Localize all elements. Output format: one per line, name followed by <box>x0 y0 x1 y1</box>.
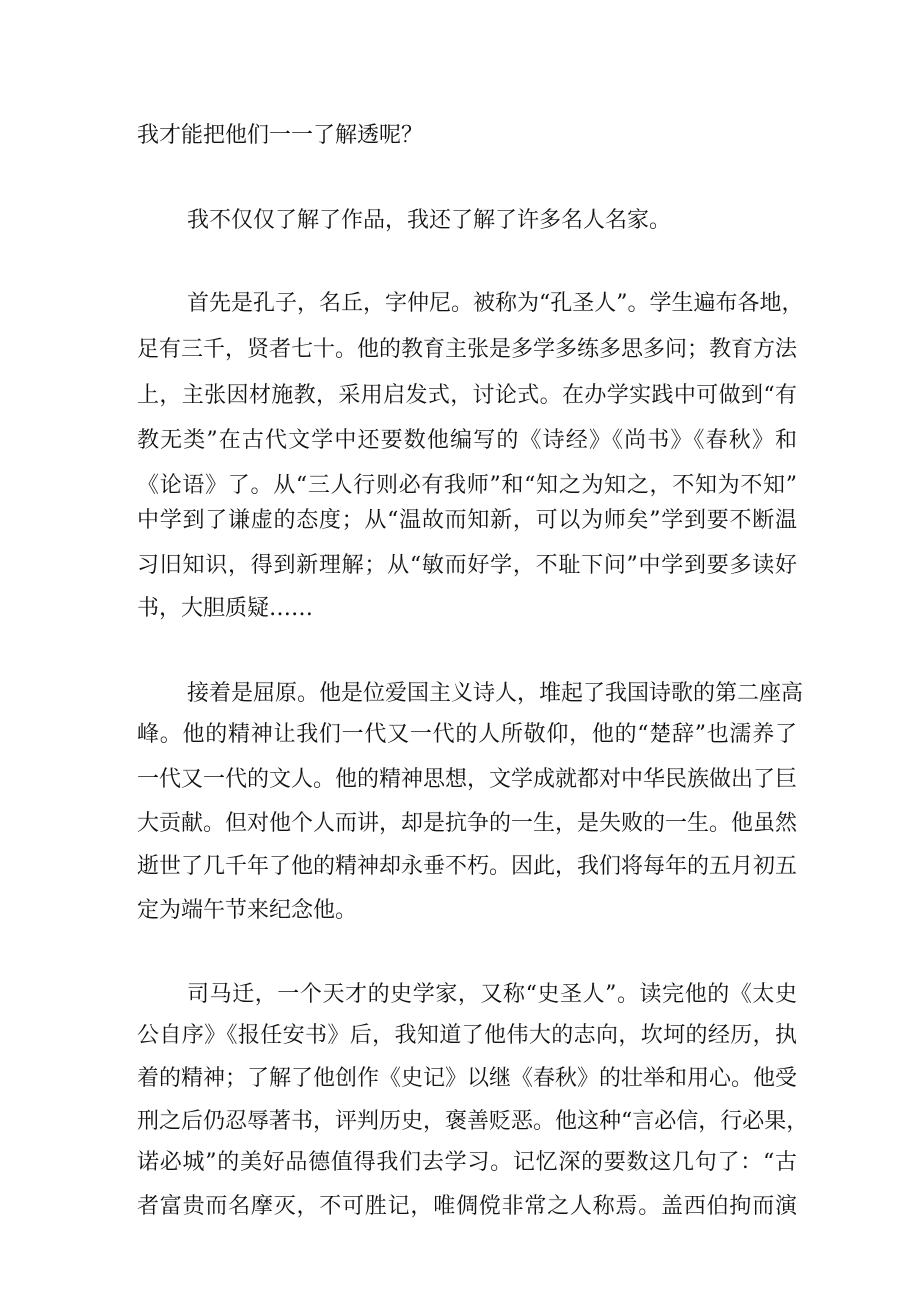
text-line: 峰。他的精神让我们一代又一代的人所敬仰，他的“楚辞”也濡养了 <box>137 722 797 747</box>
text-line: 公自序》《报任安书》后，我知道了他伟大的志向，坎坷的经历，执 <box>137 1023 797 1048</box>
text-line: 足有三千，贤者七十。他的教育主张是多学多练多思多问；教育方法 <box>137 337 798 362</box>
text-line: 刑之后仍忍辱著书，评判历史，褒善贬恶。他这种“言必信，行必果， <box>137 1109 809 1134</box>
text-line: 我才能把他们一一了解透呢？ <box>137 123 424 148</box>
text-line: 接着是屈原。他是位爱国主义诗人，堆起了我国诗歌的第二座高 <box>187 681 804 706</box>
text-line: 大贡献。但对他个人而讲，却是抗争的一生，是失败的一生。他虽然 <box>137 811 798 836</box>
text-line: 中学到了谦虚的态度；从“温故而知新，可以为师矣”学到要不断温 <box>137 508 797 533</box>
text-line: 习旧知识，得到新理解；从“敏而好学，不耻下问”中学到要多读好 <box>137 553 797 578</box>
text-line: 诺必城”的美好品德值得我们去学习。记忆深的要数这几句了：“古 <box>137 1150 797 1175</box>
text-line: 逝世了几千年了他的精神却永垂不朽。因此，我们将每年的五月初五 <box>137 854 798 879</box>
text-line: 上，主张因材施教，采用启发式，讨论式。在办学实践中可做到“有 <box>137 383 797 408</box>
text-line: 一代又一代的文人。他的精神思想，文学成就都对中华民族做出了巨 <box>137 767 798 792</box>
text-line: 书，大胆质疑…… <box>137 596 314 621</box>
text-line: 我不仅仅了解了作品，我还了解了许多名人名家。 <box>187 208 672 233</box>
text-line: 首先是孔子，名丘，字仲尼。被称为“孔圣人”。学生遍布各地， <box>187 291 804 316</box>
text-line: 着的精神；了解了他创作《史记》以继《春秋》的壮举和用心。他受 <box>137 1066 798 1091</box>
text-line: 《论语》了。从“三人行则必有我师”和“知之为知之，不知为不知” <box>137 473 797 498</box>
text-line: 司马迁，一个天才的史学家，又称“史圣人”。读完他的《太史 <box>187 982 797 1007</box>
text-line: 教无类”在古代文学中还要数他编写的《诗经》《尚书》《春秋》和 <box>137 428 797 453</box>
text-line: 者富贵而名摩灭，不可胜记，唯倜傥非常之人称焉。盖西伯拘而演 <box>137 1194 797 1219</box>
text-line: 定为端午节来纪念他。 <box>137 898 358 923</box>
